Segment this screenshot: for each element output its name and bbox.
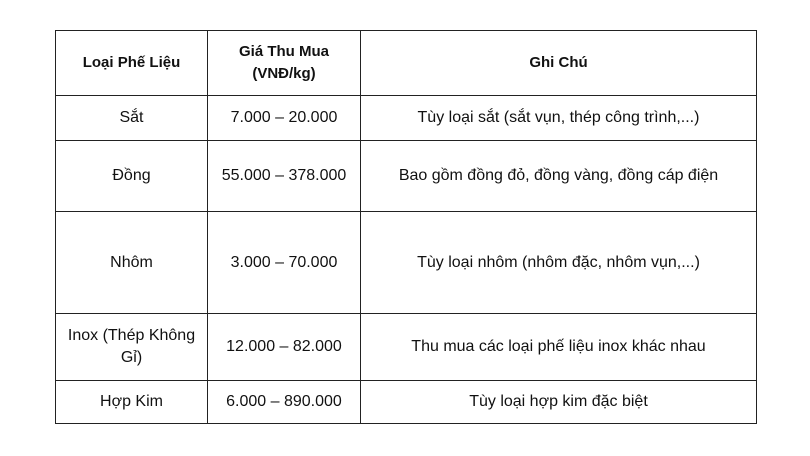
cell-note: Tùy loại sắt (sắt vụn, thép công trình,...) (361, 96, 757, 141)
cell-scrap-type: Nhôm (56, 212, 208, 314)
table-row (56, 314, 757, 381)
cell-scrap-type: Hợp Kim (56, 381, 208, 424)
cell-scrap-type: Đồng (56, 141, 208, 212)
table-row (56, 141, 757, 212)
header-scrap-type: Loại Phế Liệu (56, 31, 208, 96)
cell-note: Tùy loại nhôm (nhôm đặc, nhôm vụn,...) (361, 212, 757, 314)
header-purchase-price: Giá Thu Mua (VNĐ/kg) (208, 31, 361, 96)
cell-price: 12.000 – 82.000 (208, 314, 361, 381)
table-header-row (56, 31, 757, 96)
scrap-price-table (55, 30, 757, 424)
cell-note: Tùy loại hợp kim đặc biệt (361, 381, 757, 424)
cell-note: Bao gồm đồng đỏ, đồng vàng, đồng cáp điện (361, 141, 757, 212)
cell-note: Thu mua các loại phế liệu inox khác nhau (361, 314, 757, 381)
cell-price: 7.000 – 20.000 (208, 96, 361, 141)
cell-scrap-type: Inox (Thép Không Gỉ) (56, 314, 208, 381)
cell-price: 3.000 – 70.000 (208, 212, 361, 314)
table-row (56, 96, 757, 141)
cell-price: 6.000 – 890.000 (208, 381, 361, 424)
cell-scrap-type: Sắt (56, 96, 208, 141)
table-row (56, 212, 757, 314)
table-row (56, 381, 757, 424)
cell-price: 55.000 – 378.000 (208, 141, 361, 212)
header-notes: Ghi Chú (361, 31, 757, 96)
